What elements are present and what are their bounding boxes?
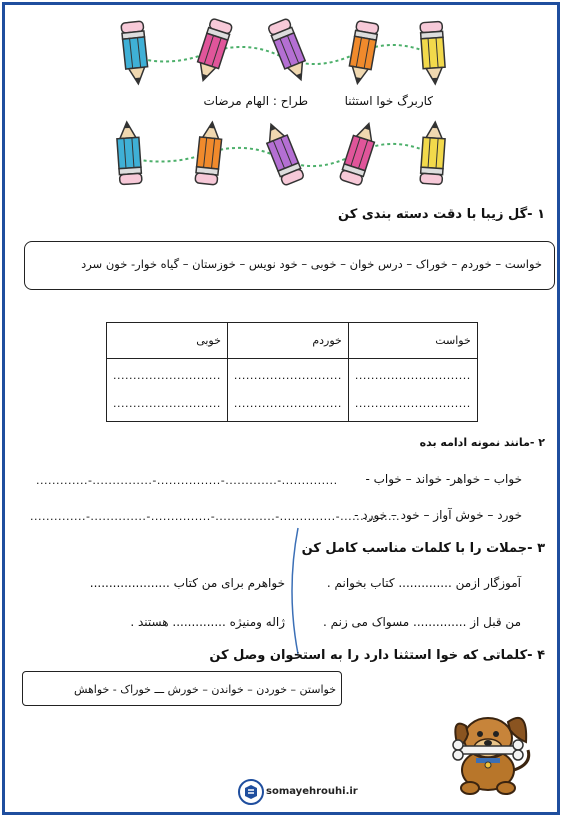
q2-line1-example: خواب – خواهر- خواند – خواب -: [365, 472, 522, 486]
designer-credit: طراح : الهام مرضات: [203, 94, 308, 108]
table-cell-dots: ...........................: [113, 397, 221, 410]
q3-sentence-3: من قبل از .............. مسواک می زنم .: [322, 615, 521, 629]
worksheet-title: کاربرگ خوا استثنا: [344, 94, 433, 108]
table-cell-dots: .............................: [354, 397, 471, 410]
divider-curve: [284, 526, 304, 656]
q2-title: ۲ -مانند نمونه ادامه بده: [419, 436, 545, 449]
table-header-khordam: خوردم: [227, 323, 348, 359]
q4-title: ۴ -کلماتی که خوا استثنا دارد را به استخوان وصل کن: [209, 648, 545, 663]
pencil-icon: [109, 16, 162, 88]
q2-line1-blanks[interactable]: .............-...............-................-.............-..............: [36, 474, 338, 487]
pencil-icon: [104, 118, 155, 189]
q2-line2-example: خورد – خوش آواز – خود – خورد -: [354, 508, 522, 522]
table-cell-dots: ...........................: [233, 369, 342, 382]
table-cell[interactable]: [227, 359, 348, 422]
table-cell-dots: .............................: [354, 369, 471, 382]
table-cell[interactable]: [107, 359, 228, 422]
q1-title: ۱ -گل زیبا با دقت دسته بندی کن: [338, 207, 545, 222]
site-url[interactable]: somayehrouhi.ir: [266, 786, 358, 797]
q3-sentence-1: آموزگار ازمن .............. کتاب بخوانم .: [326, 576, 521, 590]
q1-sort-table: [106, 322, 478, 422]
bone-words: خواستن – خوردن – خواندن – خورش ـــ خوراک - خواهش: [73, 683, 336, 696]
pencil-icon: [408, 118, 459, 189]
q3-sentence-4: ژاله ومنیژه .............. هستند .: [130, 615, 285, 629]
pencil-icon: [408, 16, 459, 87]
q1-word-list: خواست – خوردم – خوراک – درس خوان – خوبی – خود نویس – خوزستان – گیاه خوار- خون سرد: [81, 257, 542, 271]
q2-line2-blanks[interactable]: ..............-..............-...............-...............-..............-...............: [30, 510, 401, 523]
table-cell-dots: ...........................: [113, 369, 221, 382]
dog-with-bone-illustration: [436, 698, 541, 798]
table-cell-dots: ...........................: [233, 397, 342, 410]
q3-title: ۳ -جملات را با کلمات مناسب کامل کن: [301, 541, 545, 556]
table-header-khobi: خوبی: [107, 323, 228, 359]
site-logo-icon: [238, 779, 264, 805]
q3-sentence-2: خواهرم برای من کتاب .....................: [89, 576, 285, 590]
pencil-icon: [183, 118, 236, 190]
table-header-khast: خواست: [348, 323, 477, 359]
table-cell[interactable]: [348, 359, 477, 422]
